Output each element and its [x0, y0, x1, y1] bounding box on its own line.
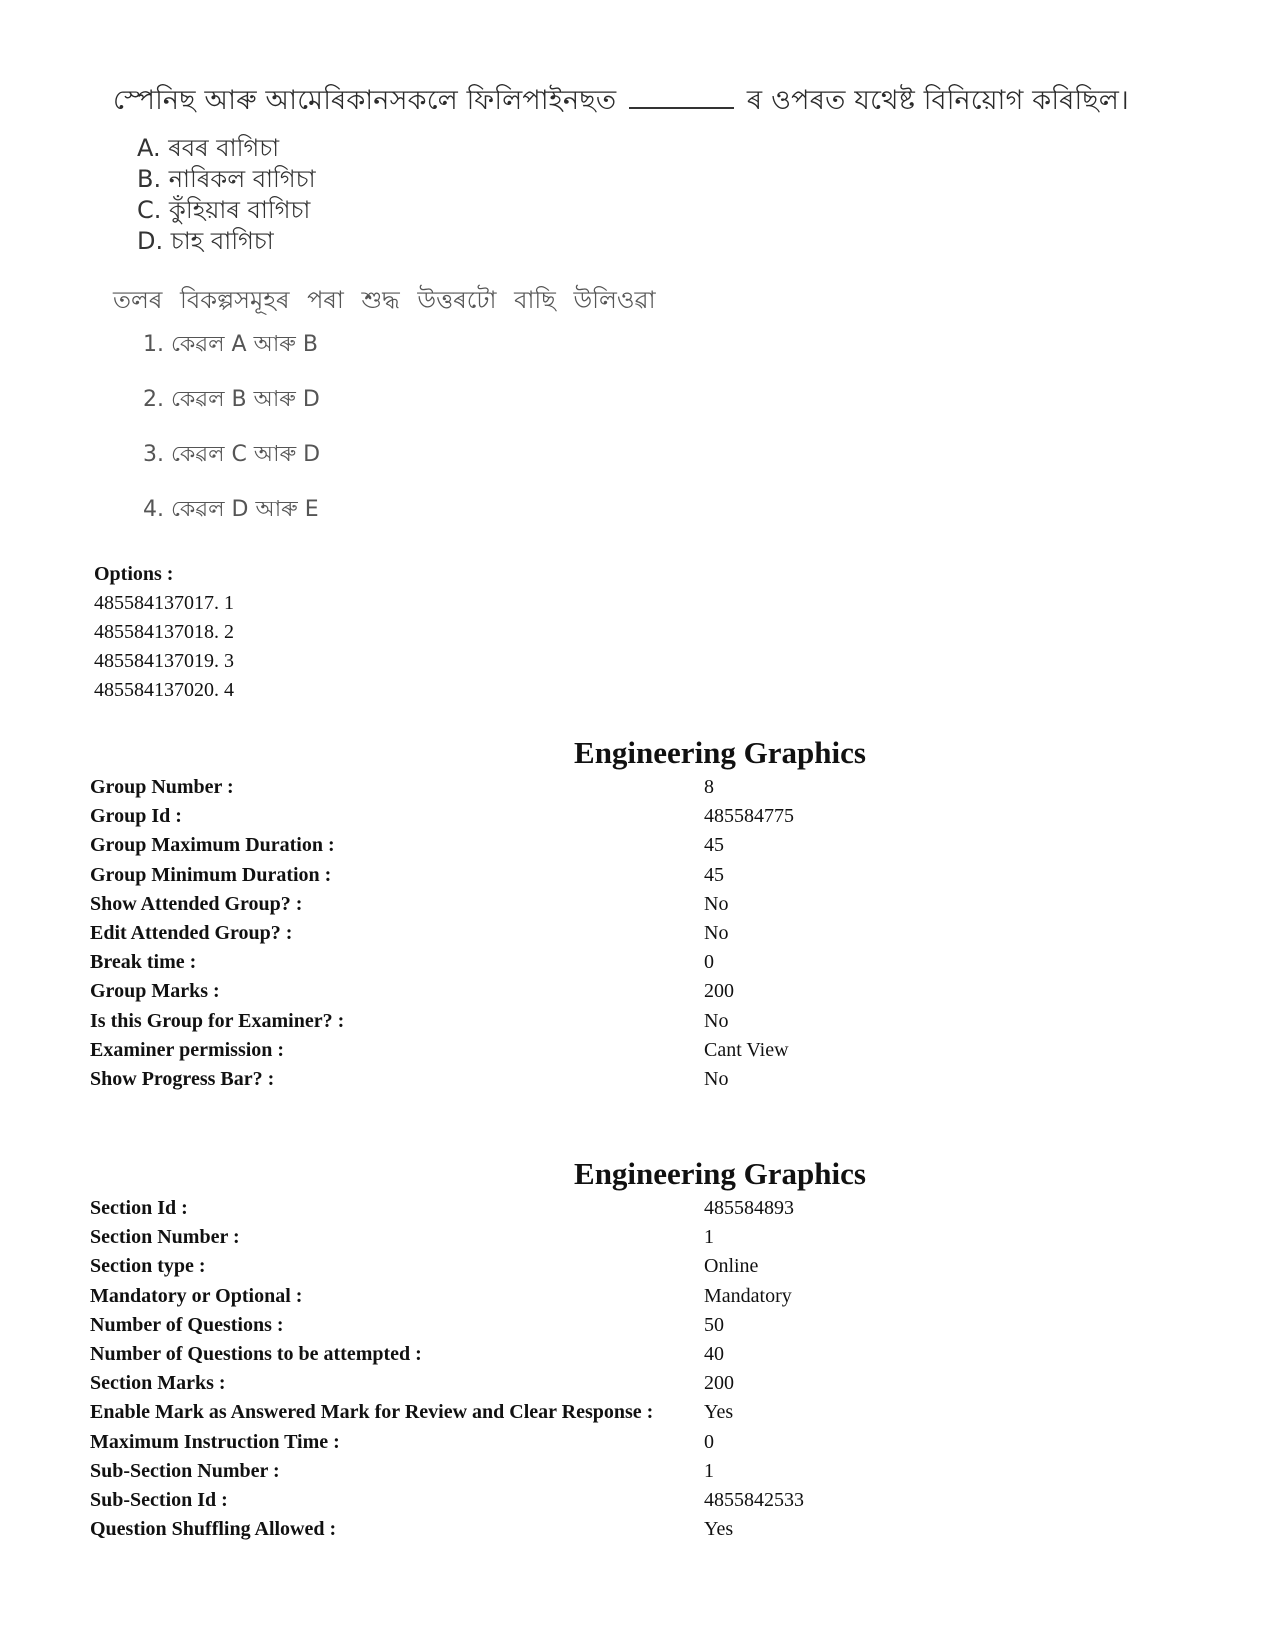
info-value: 4855842533 [704, 1488, 804, 1511]
info-row [90, 831, 1190, 860]
info-row [90, 802, 1190, 831]
info-key: Number of Questions : [90, 1313, 284, 1336]
combo-4: 4. কেৱল D আৰু E [143, 497, 319, 522]
info-row [90, 861, 1190, 890]
choice-text: কুঁহিয়াৰ বাগিচা [169, 196, 311, 224]
section-title: Engineering Graphics [574, 1156, 866, 1191]
info-key: Examiner permission : [90, 1038, 285, 1061]
info-value: 200 [704, 980, 734, 1003]
info-key: Break time : [90, 951, 197, 974]
choice-label: A. [137, 134, 161, 162]
info-row [90, 1282, 1190, 1311]
info-value: 45 [704, 834, 724, 857]
info-key: Section Number : [90, 1226, 240, 1249]
info-value: 50 [704, 1313, 724, 1336]
info-key: Group Minimum Duration : [90, 863, 332, 886]
info-value: 1 [704, 1459, 714, 1482]
info-key: Enable Mark as Answered Mark for Review and Clear Response : [90, 1401, 654, 1424]
choice-label: D. [137, 227, 164, 255]
info-key: Mandatory or Optional : [90, 1284, 303, 1307]
info-value: No [704, 1009, 729, 1032]
choice-label: B. [137, 165, 162, 193]
info-key: Maximum Instruction Time : [90, 1430, 340, 1453]
option-item: 485584137019. 3 [94, 650, 234, 672]
info-value: No [704, 892, 729, 915]
choice-text: নাৰিকল বাগিচা [168, 165, 316, 193]
options-header: Options : [94, 563, 174, 585]
info-value: 485584893 [704, 1197, 794, 1219]
info-row [90, 1428, 1190, 1457]
info-value: Yes [704, 1401, 734, 1424]
info-row [90, 1194, 1190, 1223]
combo-3: 3. কেৱল C আৰু D [143, 442, 321, 467]
info-row [90, 1515, 1190, 1544]
question-stem [113, 80, 1129, 125]
info-key: Section Marks : [90, 1372, 226, 1395]
group-title: Engineering Graphics [574, 735, 866, 770]
info-row [90, 1311, 1190, 1340]
option-item: 485584137017. 1 [94, 592, 234, 614]
info-key: Edit Attended Group? : [90, 921, 293, 944]
info-row [90, 948, 1190, 977]
section-info [90, 1154, 1190, 1544]
question-instruction: তলৰ বিকল্পসমূহৰ পৰা শুদ্ধ উত্তৰটো বাছি উলিওৱা [113, 286, 656, 314]
info-row [90, 1007, 1190, 1036]
stem-after: ৰ ওপৰত যথেষ্ট বিনিয়োগ কৰিছিল। [746, 85, 1129, 116]
answer-blank [629, 87, 734, 109]
info-row [90, 1486, 1190, 1515]
info-key: Section Id : [90, 1197, 188, 1219]
option-item: 485584137018. 2 [94, 621, 234, 643]
info-row [90, 1065, 1190, 1094]
info-value: 485584775 [704, 805, 794, 828]
info-key: Number of Questions to be attempted : [90, 1342, 422, 1365]
info-row [90, 1036, 1190, 1065]
info-key: Show Attended Group? : [90, 892, 303, 915]
info-row [90, 1398, 1190, 1427]
info-row [90, 1223, 1190, 1252]
info-key: Show Progress Bar? : [90, 1067, 275, 1090]
combo-2: 2. কেৱল B আৰু D [143, 387, 320, 412]
info-key: Section type : [90, 1255, 206, 1278]
question-image [105, 62, 1129, 552]
info-row [90, 773, 1190, 802]
info-row [90, 919, 1190, 948]
info-value: 8 [704, 776, 714, 798]
info-value: Online [704, 1255, 759, 1278]
choice-d [137, 223, 274, 263]
info-value: Mandatory [704, 1284, 792, 1307]
info-key: Sub-Section Number : [90, 1459, 280, 1482]
info-key: Group Marks : [90, 980, 220, 1003]
choice-text: চাহ বাগিচা [170, 227, 274, 255]
options-list [94, 560, 234, 705]
info-key: Sub-Section Id : [90, 1488, 228, 1511]
choice-text: ৰবৰ বাগিচা [168, 134, 280, 162]
info-value: No [704, 921, 729, 944]
info-value: Cant View [704, 1038, 789, 1061]
combo-1: 1. কেৱল A আৰু B [143, 332, 318, 357]
option-item: 485584137020. 4 [94, 679, 234, 701]
info-value: Yes [704, 1518, 734, 1541]
info-value: No [704, 1067, 729, 1090]
stem-before: স্পেনিছ আৰু আমেৰিকানসকলে ফিলিপাইনছত [113, 85, 617, 116]
info-value: 0 [704, 1430, 714, 1453]
info-row [90, 1457, 1190, 1486]
info-row [90, 1252, 1190, 1281]
info-row [90, 890, 1190, 919]
info-value: 0 [704, 951, 714, 974]
info-value: 1 [704, 1226, 714, 1249]
info-key: Group Id : [90, 805, 182, 828]
info-row [90, 1369, 1190, 1398]
choice-label: C. [137, 196, 162, 224]
info-key: Group Number : [90, 776, 234, 798]
info-value: 40 [704, 1342, 724, 1365]
info-key: Is this Group for Examiner? : [90, 1009, 345, 1032]
group-info [90, 733, 1190, 1094]
info-row [90, 1340, 1190, 1369]
info-value: 45 [704, 863, 724, 886]
info-key: Question Shuffling Allowed : [90, 1518, 337, 1541]
info-key: Group Maximum Duration : [90, 834, 335, 857]
info-row [90, 977, 1190, 1006]
info-value: 200 [704, 1372, 734, 1395]
